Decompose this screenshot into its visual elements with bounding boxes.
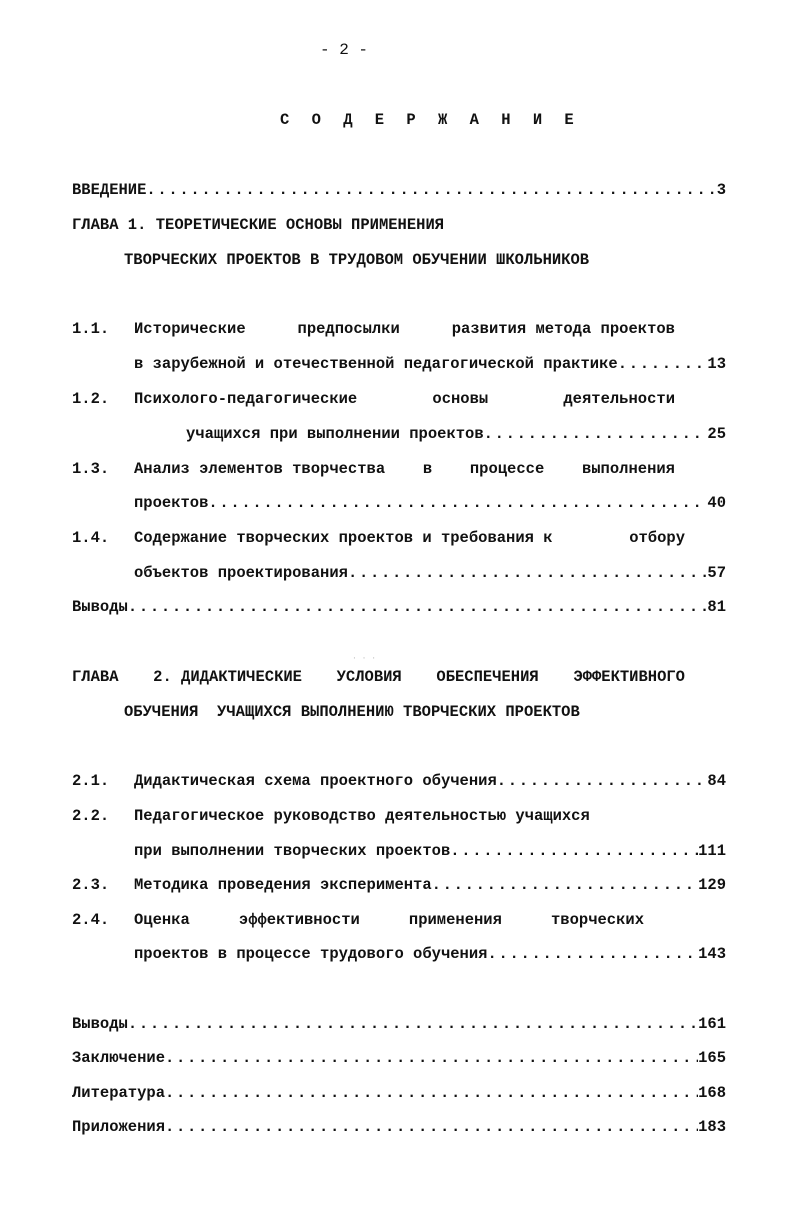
toc-entry-page: 84 — [707, 772, 726, 790]
toc-entry-page: 13 — [707, 355, 726, 373]
chapter1-heading-line1: ГЛАВА 1. ТЕОРЕТИЧЕСКИЕ ОСНОВЫ ПРИМЕНЕНИЯ — [72, 216, 445, 234]
dot-leader — [165, 1083, 698, 1103]
toc-entry-page: 129 — [698, 876, 726, 894]
dot-leader — [484, 424, 708, 444]
section-title-line1: Оценка эффективности применения творческих — [134, 911, 644, 929]
section-number: 2.3. — [72, 876, 110, 894]
toc-entry-1-4: объектов проектирования ..... 57 — [134, 563, 726, 583]
toc-entry-1-2: учащихся при выполнении проектов ..... 25 — [186, 424, 726, 444]
dot-leader — [146, 180, 716, 200]
toc-entry-page: 111 — [698, 842, 726, 860]
dot-leader — [487, 944, 698, 964]
toc-entry-appendices: Приложения ..... 183 — [72, 1117, 726, 1137]
toc-entry-page: 81 — [707, 598, 726, 616]
section-number: 2.1. — [72, 772, 110, 790]
section-number: 1.4. — [72, 529, 110, 547]
page-number: - 2 - — [320, 41, 369, 59]
page-title: С О Д Е Р Ж А Н И Е — [280, 111, 581, 129]
toc-entry-1-3: проектов ..... 40 — [134, 493, 726, 513]
dot-leader — [348, 563, 707, 583]
dot-leader — [165, 1117, 698, 1137]
dot-leader — [497, 771, 708, 791]
section-title-line1: Содержание творческих проектов и требования к отбору — [134, 529, 685, 547]
toc-entry-page: 3 — [716, 181, 726, 199]
dot-leader — [450, 841, 698, 861]
toc-entry-introduction — [72, 180, 726, 200]
chapter2-heading-line1: ГЛАВА 2. ДИДАКТИЧЕСКИЕ УСЛОВИЯ ОБЕСПЕЧЕНИЯ ЭФФЕКТИВНОГО — [72, 668, 685, 686]
toc-entry-2-2: при выполнении творческих проектов ..... 111 — [134, 841, 726, 861]
toc-entry-page: 161 — [698, 1015, 726, 1033]
toc-entry-page: 40 — [707, 494, 726, 512]
toc-entry-2-3: Методика проведения эксперимента ..... 129 — [134, 875, 726, 895]
section-number: 2.4. — [72, 911, 110, 929]
dot-leader — [128, 597, 708, 617]
section-number: 1.3. — [72, 460, 110, 478]
dot-leader — [165, 1048, 698, 1068]
toc-entry-2-4: проектов в процессе трудового обучения ..... 143 — [134, 944, 726, 964]
toc-entry-label: ВВЕДЕНИЕ — [72, 181, 147, 199]
toc-entry-summary: Заключение ..... 165 — [72, 1048, 726, 1068]
toc-entry-page: 57 — [707, 564, 726, 582]
toc-entry-2-1: Дидактическая схема проектного обучения ..... 84 — [134, 771, 726, 791]
dot-leader — [618, 354, 708, 374]
section-number: 1.1. — [72, 320, 110, 338]
toc-entry-page: 25 — [707, 425, 726, 443]
toc-entry-conclusions: Выводы ..... 161 — [72, 1014, 726, 1034]
scan-speck: · · · — [352, 654, 377, 663]
section-title-line1: Анализ элементов творчества в процессе выполнения — [134, 460, 675, 478]
toc-entry-page: 165 — [698, 1049, 726, 1067]
toc-entry-literature: Литература ..... 168 — [72, 1083, 726, 1103]
toc-entry-page: 143 — [698, 945, 726, 963]
toc-entry-1-1: в зарубежной и отечественной педагогической практике ..... 13 — [134, 354, 726, 374]
dot-leader — [432, 875, 698, 895]
toc-entry-page: 168 — [698, 1084, 726, 1102]
chapter1-heading-line2: ТВОРЧЕСКИХ ПРОЕКТОВ В ТРУДОВОМ ОБУЧЕНИИ ШКОЛЬНИКОВ — [124, 251, 590, 269]
section-number: 1.2. — [72, 390, 110, 408]
section-title-line1: Педагогическое руководство деятельностью учащихся — [134, 807, 590, 825]
toc-entry-chapter1-conclusions: Выводы ..... 81 — [72, 597, 726, 617]
section-title-line1: Исторические предпосылки развития метода проектов — [134, 320, 675, 338]
toc-entry-page: 183 — [698, 1118, 726, 1136]
section-number: 2.2. — [72, 807, 110, 825]
section-title-line1: Психолого-педагогические основы деятельности — [134, 390, 675, 408]
dot-leader — [128, 1014, 698, 1034]
chapter2-heading-line2: ОБУЧЕНИЯ УЧАЩИХСЯ ВЫПОЛНЕНИЮ ТВОРЧЕСКИХ ПРОЕКТОВ — [124, 703, 580, 721]
dot-leader — [208, 493, 707, 513]
